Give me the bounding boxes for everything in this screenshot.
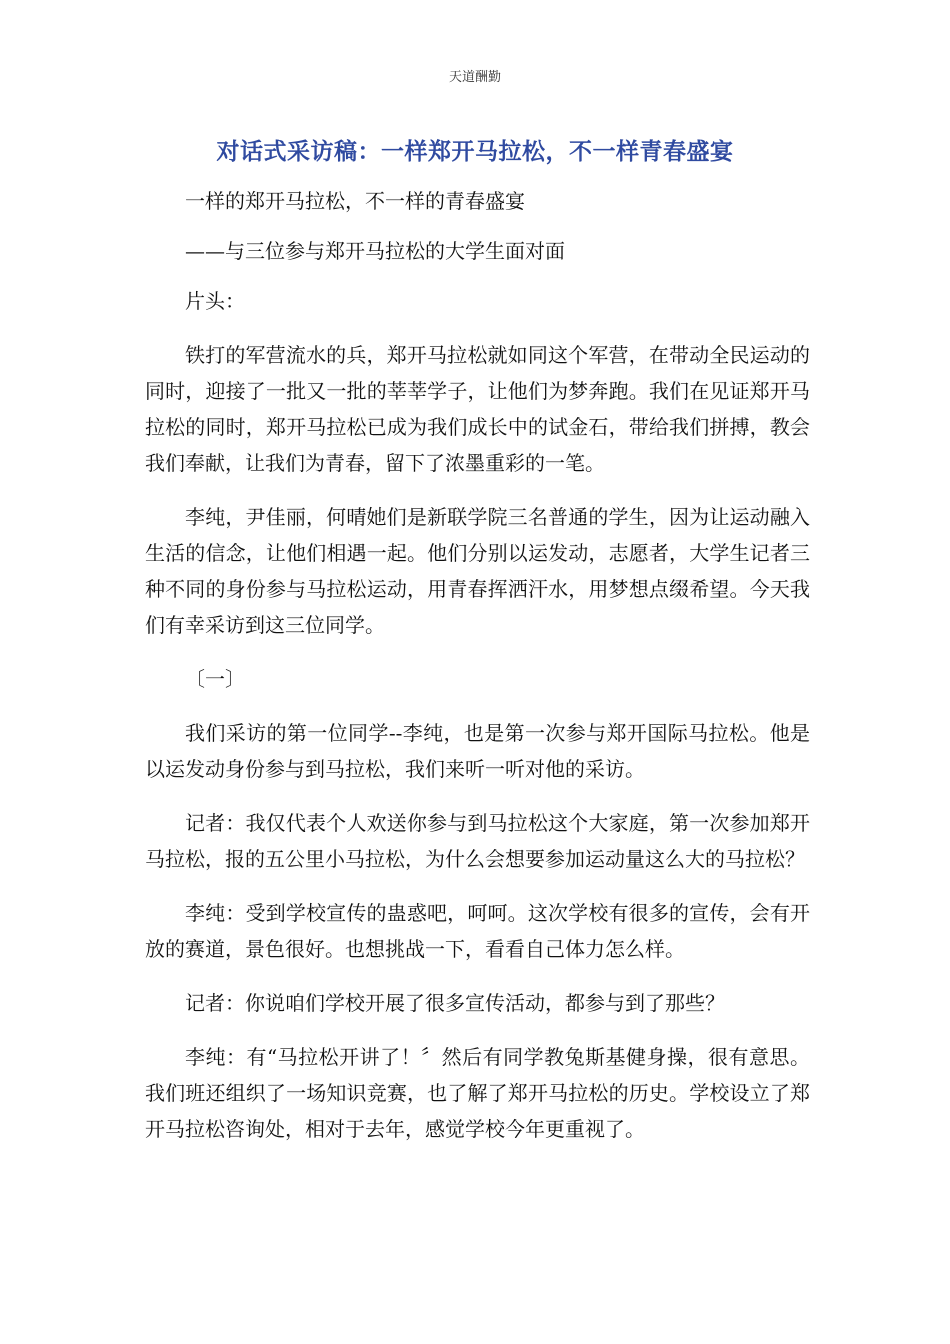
interview-question: 记者：我仅代表个人欢送你参与到马拉松这个大家庭，第一次参加郑开马拉松，报的五公里小马拉松，为什么会想要参加运动量这么大的马拉松？ — [145, 811, 810, 871]
paragraph: 李纯，尹佳丽，何晴她们是新联学院三名普通的学生，因为让运动融入生活的信念，让他们相遇一起。他们分别以运发动，志愿者，大学生记者三种不同的身份参与马拉松运动，用青春挥洒汗水，用梦想点缀希望。今天我们有幸采访到这三位同学。 — [145, 505, 810, 637]
section-label-intro: 片头： — [185, 289, 245, 313]
interview-answer: 李纯：有“马拉松开讲了！〞然后有同学教兔斯基健身操，很有意思。我们班还组织了一场知识竞赛，也了解了郑开马拉松的历史。学校设立了郑开马拉松咨询处，相对于去年，感觉学校今年更重视了。 — [145, 1045, 810, 1141]
document-title: 对话式采访稿：一样郑开马拉松，不一样青春盛宴 — [216, 139, 734, 165]
subtitle: 一样的郑开马拉松，不一样的青春盛宴 — [185, 189, 525, 213]
section-number: 〔一〕 — [185, 667, 245, 691]
sub-subtitle: ——与三位参与郑开马拉松的大学生面对面 — [185, 239, 565, 263]
interview-answer: 李纯：受到学校宣传的蛊惑吧，呵呵。这次学校有很多的宣传，会有开放的赛道，景色很好。也想挑战一下，看看自己体力怎么样。 — [145, 901, 810, 961]
document-body — [145, 183, 810, 1165]
page-header: 天道酬勤 — [448, 70, 501, 85]
paragraph: 铁打的军营流水的兵，郑开马拉松就如同这个军营，在带动全民运动的同时，迎接了一批又一批的莘莘学子，让他们为梦奔跑。我们在见证郑开马拉松的同时，郑开马拉松已成为我们成长中的试金石，带给我们拼搏，教会我们奉献，让我们为青春，留下了浓墨重彩的一笔。 — [145, 343, 810, 475]
paragraph: 我们采访的第一位同学--李纯，也是第一次参与郑开国际马拉松。他是以运发动身份参与到马拉松，我们来听一听对他的采访。 — [145, 721, 810, 781]
interview-question: 记者：你说咱们学校开展了很多宣传活动，都参与到了那些？ — [185, 991, 725, 1015]
